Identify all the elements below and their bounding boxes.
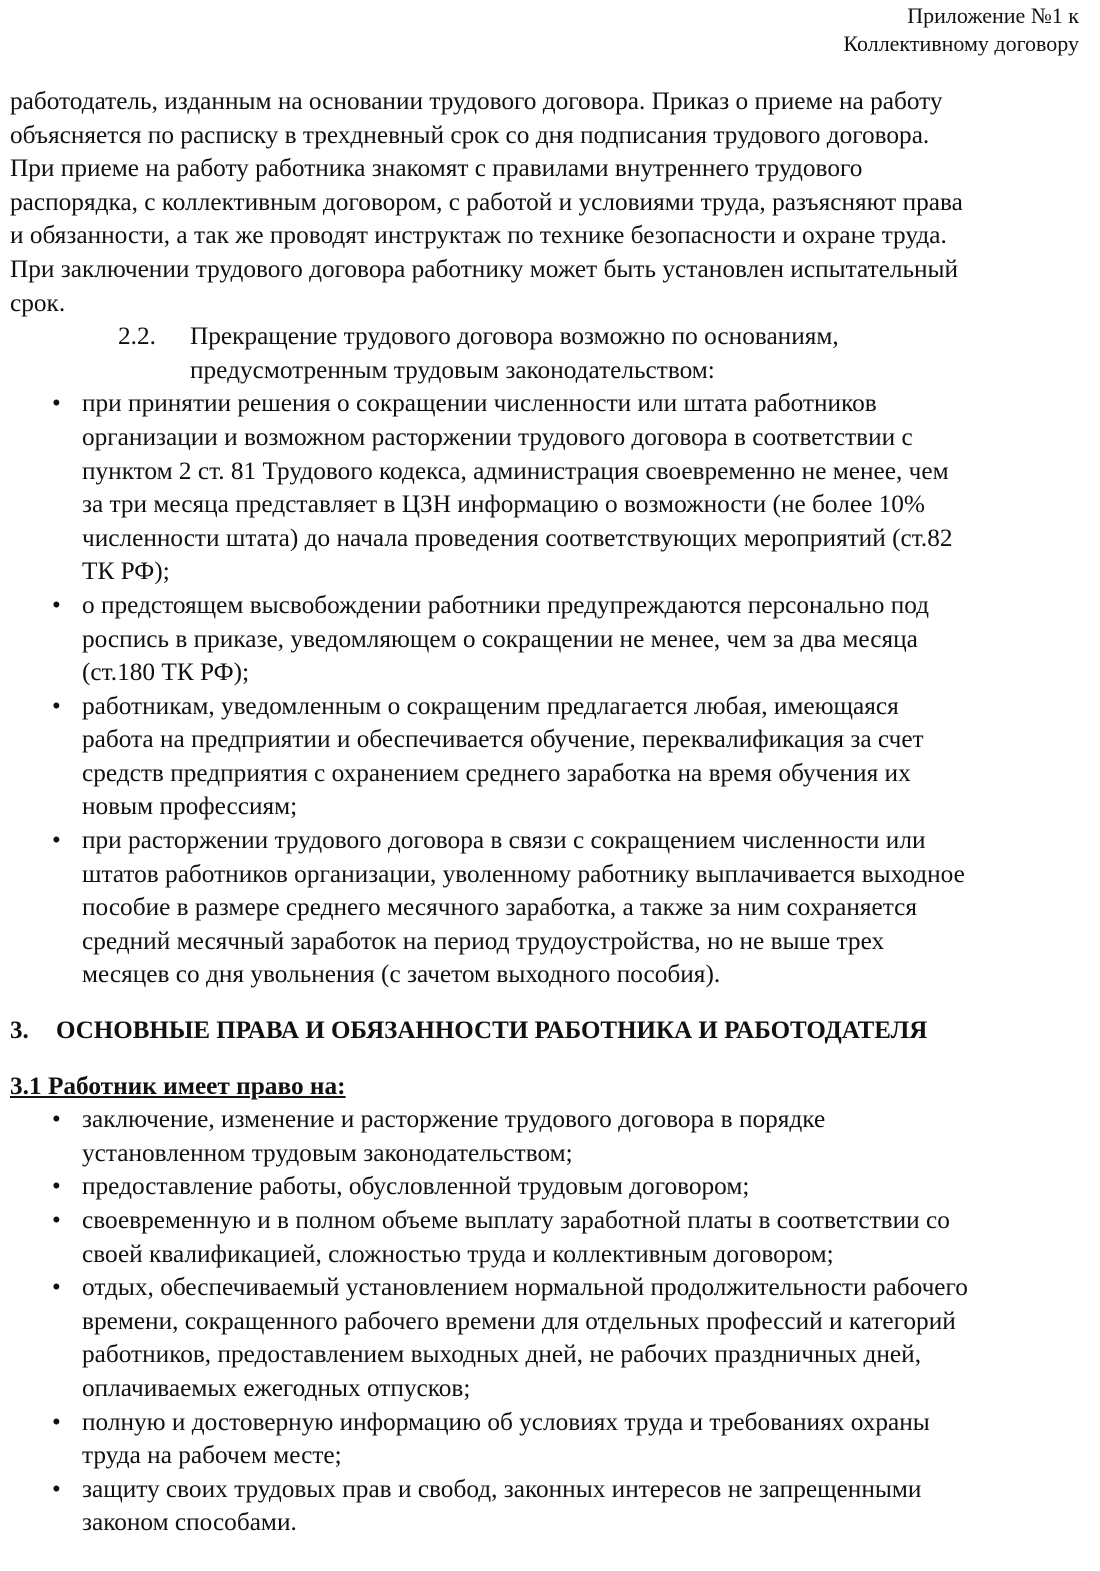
list-item-line: штатов работников организации, уволенному работнику выплачивается выходное xyxy=(82,859,965,888)
list-item-line: предоставление работы, обусловленной трудовым договором; xyxy=(82,1172,750,1201)
list-item-line: о предстоящем высвобождении работники предупреждаются персонально под xyxy=(82,590,930,619)
list-item-line: защиту своих трудовых прав и свобод, законных интересов не запрещенными xyxy=(82,1474,922,1503)
bullet-icon: • xyxy=(52,1173,61,1201)
list-item-line: работников, предоставлением выходных дней, не рабочих праздничных дней, xyxy=(82,1340,922,1369)
list-item-line: месяцев со дня увольнения (с зачетом выходного пособия). xyxy=(82,960,721,989)
list-item-line: работникам, уведомленным о сокращеним предлагается любая, имеющаяся xyxy=(82,691,899,720)
list-item xyxy=(10,824,1090,992)
list-item xyxy=(10,1170,1090,1204)
list-item-line: ТК РФ); xyxy=(82,557,170,586)
intro-line: и обязанности, а так же проводят инструктаж по технике безопасности и охране труда. xyxy=(10,221,947,250)
appendix-note xyxy=(843,2,1079,58)
termination-list xyxy=(10,387,1090,992)
section-3-heading xyxy=(10,1014,1090,1048)
list-item xyxy=(10,690,1090,824)
intro-line: объясняется по расписку в трехдневный срок со дня подписания трудового договора. xyxy=(10,120,930,149)
appendix-note-line-2: Коллективному договору xyxy=(843,31,1079,56)
list-item-line: установленном трудовым законодательством; xyxy=(82,1138,573,1167)
clause-line: Прекращение трудового договора возможно по основаниям, xyxy=(190,322,839,351)
intro-line: При приеме на работу работника знакомят с правилами внутреннего трудового xyxy=(10,154,863,183)
clause-number: 2.2. xyxy=(118,322,156,351)
document-body xyxy=(10,85,1090,1540)
list-item xyxy=(10,589,1090,690)
list-item-line: труда на рабочем месте; xyxy=(82,1441,342,1470)
rights-list xyxy=(10,1103,1090,1540)
list-item-line: роспись в приказе, уведомляющем о сокращении не менее, чем за два месяца xyxy=(82,624,918,653)
list-item-line: отдых, обеспечиваемый установлением нормальной продолжительности рабочего xyxy=(82,1273,968,1302)
list-item-line: своей квалификацией, сложностью труда и коллективным договором; xyxy=(82,1239,834,1268)
bullet-icon: • xyxy=(52,1475,61,1503)
intro-paragraph xyxy=(10,85,1090,320)
list-item-line: пунктом 2 ст. 81 Трудового кодекса, администрация своевременно не менее, чем xyxy=(82,456,949,485)
bullet-icon: • xyxy=(52,591,61,619)
bullet-icon: • xyxy=(52,1408,61,1436)
list-item-line: полную и достоверную информацию об условиях труда и требованиях охраны xyxy=(82,1407,930,1436)
section-number: 3. xyxy=(10,1017,29,1045)
list-item-line: новым профессиям; xyxy=(82,792,298,821)
list-item xyxy=(10,1473,1090,1540)
clause-2-2 xyxy=(10,320,1090,387)
clause-line: предусмотренным трудовым законодательством: xyxy=(190,355,715,384)
list-item xyxy=(10,1204,1090,1271)
list-item xyxy=(10,1103,1090,1170)
list-item-line: пособие в размере среднего месячного заработка, а также за ним сохраняется xyxy=(82,893,917,922)
list-item-line: времени, сокращенного рабочего времени для отдельных профессий и категорий xyxy=(82,1306,956,1335)
intro-line: срок. xyxy=(10,288,66,317)
section-title: ОСНОВНЫЕ ПРАВА И ОБЯЗАННОСТИ РАБОТНИКА И РАБОТОДАТЕЛЯ xyxy=(56,1017,928,1045)
list-item xyxy=(10,1406,1090,1473)
bullet-icon: • xyxy=(52,1106,61,1134)
intro-line: При заключении трудового договора работнику может быть установлен испытательный xyxy=(10,254,959,283)
list-item-line: за три месяца представляет в ЦЗН информацию о возможности (не более 10% xyxy=(82,490,925,519)
list-item-line: организации и возможном расторжении трудового договора в соответствии с xyxy=(82,422,913,451)
list-item-line: законом способами. xyxy=(82,1508,297,1537)
list-item-line: своевременную и в полном объеме выплату заработной платы в соответствии со xyxy=(82,1206,950,1234)
list-item xyxy=(10,387,1090,589)
list-item-line: оплачиваемых ежегодных отпусков; xyxy=(82,1373,471,1402)
list-item-line: работа на предприятии и обеспечивается обучение, переквалификация за счет xyxy=(82,725,924,754)
list-item-line: при принятии решения о сокращении численности или штата работников xyxy=(82,389,877,418)
list-item-line: при расторжении трудового договора в связи с сокращением численности или xyxy=(82,826,926,855)
bullet-icon: • xyxy=(52,1274,61,1302)
list-item-line: средний месячный заработок на период трудоустройства, но не выше трех xyxy=(82,926,885,955)
bullet-icon: • xyxy=(52,692,61,720)
list-item xyxy=(10,1271,1090,1405)
list-item-line: средств предприятия с охранением среднего заработка на время обучения их xyxy=(82,758,911,787)
list-item-line: (ст.180 ТК РФ); xyxy=(82,658,250,687)
clause-text xyxy=(190,320,1090,387)
intro-line: распорядка, с коллективным договором, с работой и условиями труда, разъясняют права xyxy=(10,187,963,216)
bullet-icon: • xyxy=(52,827,61,855)
list-item-line: численности штата) до начала проведения соответствующих мероприятий (ст.82 xyxy=(82,523,953,552)
bullet-icon: • xyxy=(52,1207,61,1234)
appendix-note-line-1: Приложение №1 к xyxy=(907,3,1079,28)
list-item-line: заключение, изменение и расторжение трудового договора в порядке xyxy=(82,1105,826,1134)
intro-line: работодатель, изданным на основании трудового договора. Приказ о приеме на работу xyxy=(10,87,943,115)
bullet-icon: • xyxy=(52,390,61,418)
subsection-3-1-heading: 3.1 Работник имеет право на: xyxy=(10,1071,346,1100)
